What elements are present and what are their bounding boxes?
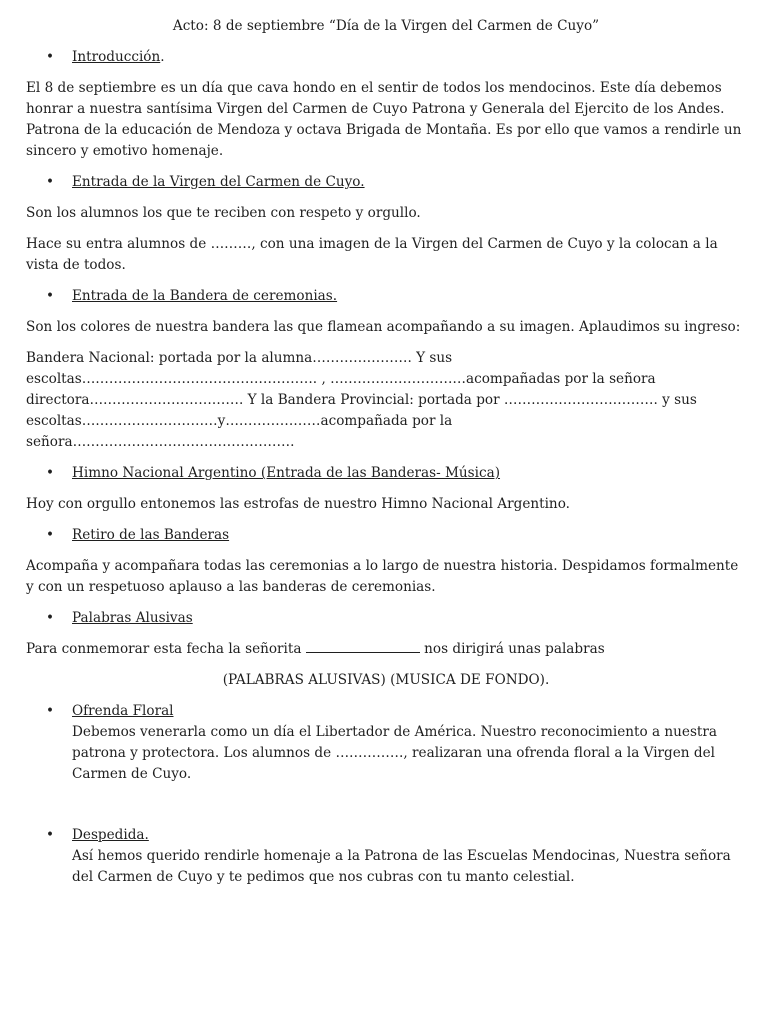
section-retiro-heading <box>26 525 746 546</box>
speaker-line-after: nos dirigirá unas palabras <box>424 641 605 657</box>
section-heading: Ofrenda Floral <box>72 703 174 719</box>
section-heading: Entrada de la Virgen del Carmen de Cuyo. <box>72 174 365 190</box>
bullet-icon: • <box>46 610 55 626</box>
section-palabras-heading <box>26 608 746 629</box>
section-despedida <box>26 825 746 888</box>
speaker-name-blank <box>306 640 420 653</box>
bullet-icon: • <box>46 288 55 304</box>
flag-line: escoltas……………………………………………. , …………………………acompañadas por la señora <box>26 371 656 387</box>
paragraph: Acompaña y acompañara todas las ceremonias a lo largo de nuestra historia. Despidamos formalmente y con un respetuoso aplauso a las banderas de ceremonias. <box>26 558 739 595</box>
flag-line: directora……………………………. Y la Bandera Provincial: portada por ……………………………. y sus <box>26 392 697 408</box>
bullet-icon: • <box>46 827 55 843</box>
document-title: Acto: 8 de septiembre “Día de la Virgen del Carmen de Cuyo” <box>172 18 600 34</box>
section-himno-heading <box>26 463 746 484</box>
flag-line: escoltas…………………………y…………………acompañada por la <box>26 413 453 429</box>
bullet-icon: • <box>46 49 55 65</box>
document-page <box>26 16 746 898</box>
flag-bearers-paragraph <box>26 348 746 453</box>
flag-line: señora…………………………………………. <box>26 434 295 450</box>
speaker-line-before: Para conmemorar esta fecha la señorita <box>26 641 302 657</box>
paragraph: Hace su entra alumnos de ………, con una imagen de la Virgen del Carmen de Cuyo y la colocan a la vista de todos. <box>26 236 718 273</box>
section-entrada-virgen-heading <box>26 172 746 193</box>
flag-line: Bandera Nacional: portada por la alumna…………………. Y sus <box>26 350 453 366</box>
paragraph: Hoy con orgullo entonemos las estrofas de nuestro Himno Nacional Argentino. <box>26 496 570 512</box>
section-body: Así hemos querido rendirle homenaje a la Patrona de las Escuelas Mendocinas, Nuestra señora del Carmen de Cuyo y te pedimos que nos cubras con tu manto celestial. <box>72 848 731 885</box>
bullet-icon: • <box>46 703 55 719</box>
heading-suffix: . <box>160 49 165 65</box>
stage-direction: (PALABRAS ALUSIVAS) (MUSICA DE FONDO). <box>222 672 550 688</box>
section-heading: Entrada de la Bandera de ceremonias. <box>72 288 338 304</box>
section-entrada-bandera-heading <box>26 286 746 307</box>
paragraph: Son los alumnos los que te reciben con respeto y orgullo. <box>26 205 421 221</box>
bullet-icon: • <box>46 527 55 543</box>
section-heading: Despedida. <box>72 827 149 843</box>
section-heading: Introducción <box>72 49 161 65</box>
bullet-icon: • <box>46 174 55 190</box>
section-heading: Retiro de las Banderas <box>72 527 230 543</box>
section-body: Debemos venerarla como un día el Libertador de América. Nuestro reconocimiento a nuestra patrona y protectora. Los alumnos de ……………, realizaran una ofrenda floral a la Virgen del Carmen de Cuyo. <box>72 724 717 782</box>
section-introduccion-heading <box>26 47 746 68</box>
paragraph: El 8 de septiembre es un día que cava hondo en el sentir de todos los mendocinos. Este día debemos honrar a nuestra santísima Virgen del Carmen de Cuyo Patrona y Generala del Ejercito de los Andes. Patrona de la educación de Mendoza y octava Brigada de Montaña. Es por ello que vamos a rendirle un sincero y emotivo homenaje. <box>26 80 742 159</box>
bullet-icon: • <box>46 465 55 481</box>
spacer <box>26 795 746 825</box>
speaker-line <box>26 639 746 660</box>
section-ofrenda-floral <box>26 701 746 785</box>
section-heading: Palabras Alusivas <box>72 610 193 626</box>
paragraph: Son los colores de nuestra bandera las que flamean acompañando a su imagen. Aplaudimos su ingreso: <box>26 319 741 335</box>
section-heading: Himno Nacional Argentino (Entrada de las Banderas- Música) <box>72 465 501 481</box>
